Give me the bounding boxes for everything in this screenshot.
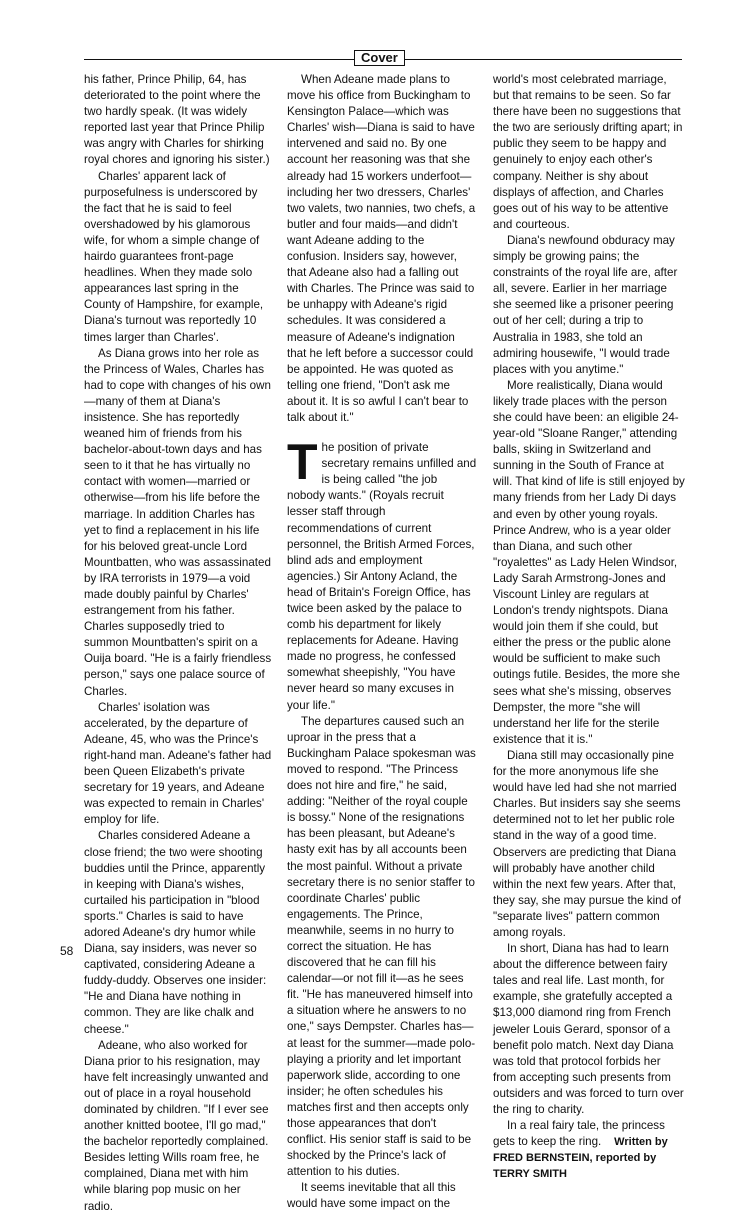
- paragraph: Diana's newfound obduracy may simply be growing pains; the constraints of the royal life are, after all, severe. Earlier in her marriage she seemed like a prisoner peering out of her cell; during a trip to Australia in 1983, she told an admiring housewife, "I would trade places with you anytime.": [493, 233, 678, 376]
- final-paragraph: [493, 1118, 685, 1182]
- section-header: [84, 52, 682, 66]
- paragraph: world's most celebrated marriage, but that remains to be seen. So far there have been no suggestions that the two are seriously drifting apart; in public they seem to be happy and genuinely to enjoy each other's company. Neither is shy about displays of affection, and Charles goes out of his way to be attentive and courteous.: [493, 73, 683, 231]
- paragraph: Diana still may occasionally pine for the more anonymous life she would have led had she not married Charles. But insiders say she seems determined not to let her public role stand in the way of a good time. Observers are predicting that Diana will probably have another child within the next few years. After that, they say, she may pursue the kind of "separate lives" pattern common among royals.: [493, 748, 681, 939]
- paragraph: Charles' isolation was accelerated, by the departure of Adeane, 45, who was the Prince's right-hand man. Adeane's father had been Queen Elizabeth's private secretary for 19 years, and Adeane was expected to remain in Charles' employ for life.: [84, 700, 272, 827]
- paragraph: As Diana grows into her role as the Princess of Wales, Charles has had to cope with changes of his own—many of them at Diana's insistence. She has reportedly weaned him of friends from his bachelor-about-town days and has seen to it that he has virtually no contact with women—married or otherwise—from his life before the marriage. In addition Charles has yet to find a replacement in his life for his beloved great-uncle Lord Mountbatten, who was assassinated by IRA terrorists in 1979—a void made doubly painful by Charles' estrangement from his father. Charles supposedly tried to summon Mountbatten's spirit on a Ouija board. "He is a fairly friendless person," says one palace source of Charles.: [84, 346, 272, 698]
- byline: Written by FRED BERNSTEIN, reported by TERRY SMITH: [493, 1136, 668, 1181]
- dropcap-paragraph: [287, 434, 477, 714]
- paragraph: Charles considered Adeane a close friend; the two were shooting buddies until the Prince, apparently in keeping with Diana's wishes, curtailed his participation in "blood sports." Charles is said to have adored Adeane's dry humor while Diana, say insiders, was never so captivated, considering Adeane a fuddy-duddy. Observes one insider: "He and Diana have nothing in common. They are like chalk and cheese.": [84, 829, 267, 1036]
- paragraph: When Adeane made plans to move his office from Buckingham to Kensington Palace—which was Charles' wish—Diana is said to have intervened and said no. By one account her reasoning was that she already had 15 workers underfoot—including her two dressers, Charles' two valets, two nannies, two chefs, a butler and four maids—and didn't want Adeane adding to the confusion. Insiders say, however, that Adeane also had a falling out with Charles. The Prince was said to be unhappy with Adeane's rigid schedules. It was considered a measure of Adeane's indignation that he left before a successor could be appointed. He was quoted as telling one friend, "Don't ask me about it. It is so awful I can't bear to talk about it.": [287, 73, 476, 424]
- section-label: Cover: [354, 50, 405, 66]
- drop-cap: T: [287, 434, 318, 491]
- final-paragraph-text: In a real fairy tale, the princess gets to keep the ring.: [493, 1119, 665, 1149]
- paragraph: More realistically, Diana would likely trade places with the person she could have been: an eligible 24-year-old "Sloane Ranger," attending balls, skiing in Switzerland and sunning in the South of France at will. That kind of life is still enjoyed by many friends from her Lady Di days and even by other young royals. Prince Andrew, who is a year older than Diana, and such other "royalettes" as Lady Helen Windsor, Lady Sarah Armstrong-Jones and Viscount Linley are regulars at London's trendy nightspots. Diana would join them if she could, but either the press or the public alone would be sufficient to make such outings futile. Besides, the more she sees what she's missing, observes Dempster, the more "she will understand her life for the sterile existence that it is.": [493, 378, 685, 746]
- paragraph: Adeane, who also worked for Diana prior to his resignation, may have felt increasingly unwanted and out of place in a royal household dominated by children. "If I ever see another knitted bootee, I'll go mad," the bachelor reportedly complained. Besides letting Wills roam free, he complained, Diana met with him while blaring pop music on her radio.: [84, 1038, 269, 1213]
- column-1: [84, 72, 272, 1215]
- paragraph: In short, Diana has had to learn about the difference between fairy tales and real life. Last month, for example, she gratefully accepted a $13,000 diamond ring from French jeweler Louis Gerard, sponsor of a benefit polo match. Next day Diana was told that protocol forbids her from accepting such presents from outsiders and was forced to turn over the ring to charity.: [493, 942, 684, 1116]
- paragraph: It seems inevitable that all this would have some impact on the: [287, 1181, 456, 1211]
- paragraph: The departures caused such an uproar in the press that a Buckingham Palace spokesman was moved to respond. "The Princess does not hire and fire," he said, adding: "Neither of the royal couple is bossy." None of the resignations has been pleasant, but Adeane's hasty exit has by all accounts been the most painful. Without a private secretary there is no senior staffer to coordinate Charles' public engagements. The Prince, meanwhile, seems in no hurry to correct the situation. He has discovered that he can fill his calendar—or not fill it—as he sees fit. "He has maneuvered himself into a situation where he answers to no one," says Dempster. Charles has—at least for the summer—made polo-playing a priority and let important paperwork slide, according to one insider; he often schedules his matches first and then accepts only those appearances that don't conflict. His senior staff is said to be shocked by the Prince's lack of attention to his duties.: [287, 714, 476, 1179]
- column-3: [493, 72, 685, 1182]
- dropcap-paragraph-text: he position of private secretary remains unfilled and is being called "the job nobody wants." (Royals recruit lesser staff through recommendations of current personnel, the British Armed Forces, blind ads and employment agencies.) Sir Antony Acland, the head of Britain's Foreign Office, has twice been asked by the palace to comb his department for likely replacements for Adeane. Having made no progress, he confessed somewhat sheepishly, "You have never heard so many excuses in your life.": [287, 441, 477, 712]
- page-number: 58: [60, 944, 74, 958]
- column-2: [287, 72, 477, 1213]
- paragraph: Charles' apparent lack of purposefulness is underscored by the fact that he is said to feel overshadowed by his glamorous wife, for whom a simple change of hairdo guarantees front-page headlines. When they made solo appearances last spring in the County of Hampshire, for example, Diana's turnout was reportedly 10 times larger than Charles'.: [84, 169, 264, 344]
- paragraph: his father, Prince Philip, 64, has deteriorated to the point where the two hardly speak. (It was widely reported last year that Prince Philip was angry with Charles for shirking royal chores and ignoring his sister.): [84, 73, 270, 167]
